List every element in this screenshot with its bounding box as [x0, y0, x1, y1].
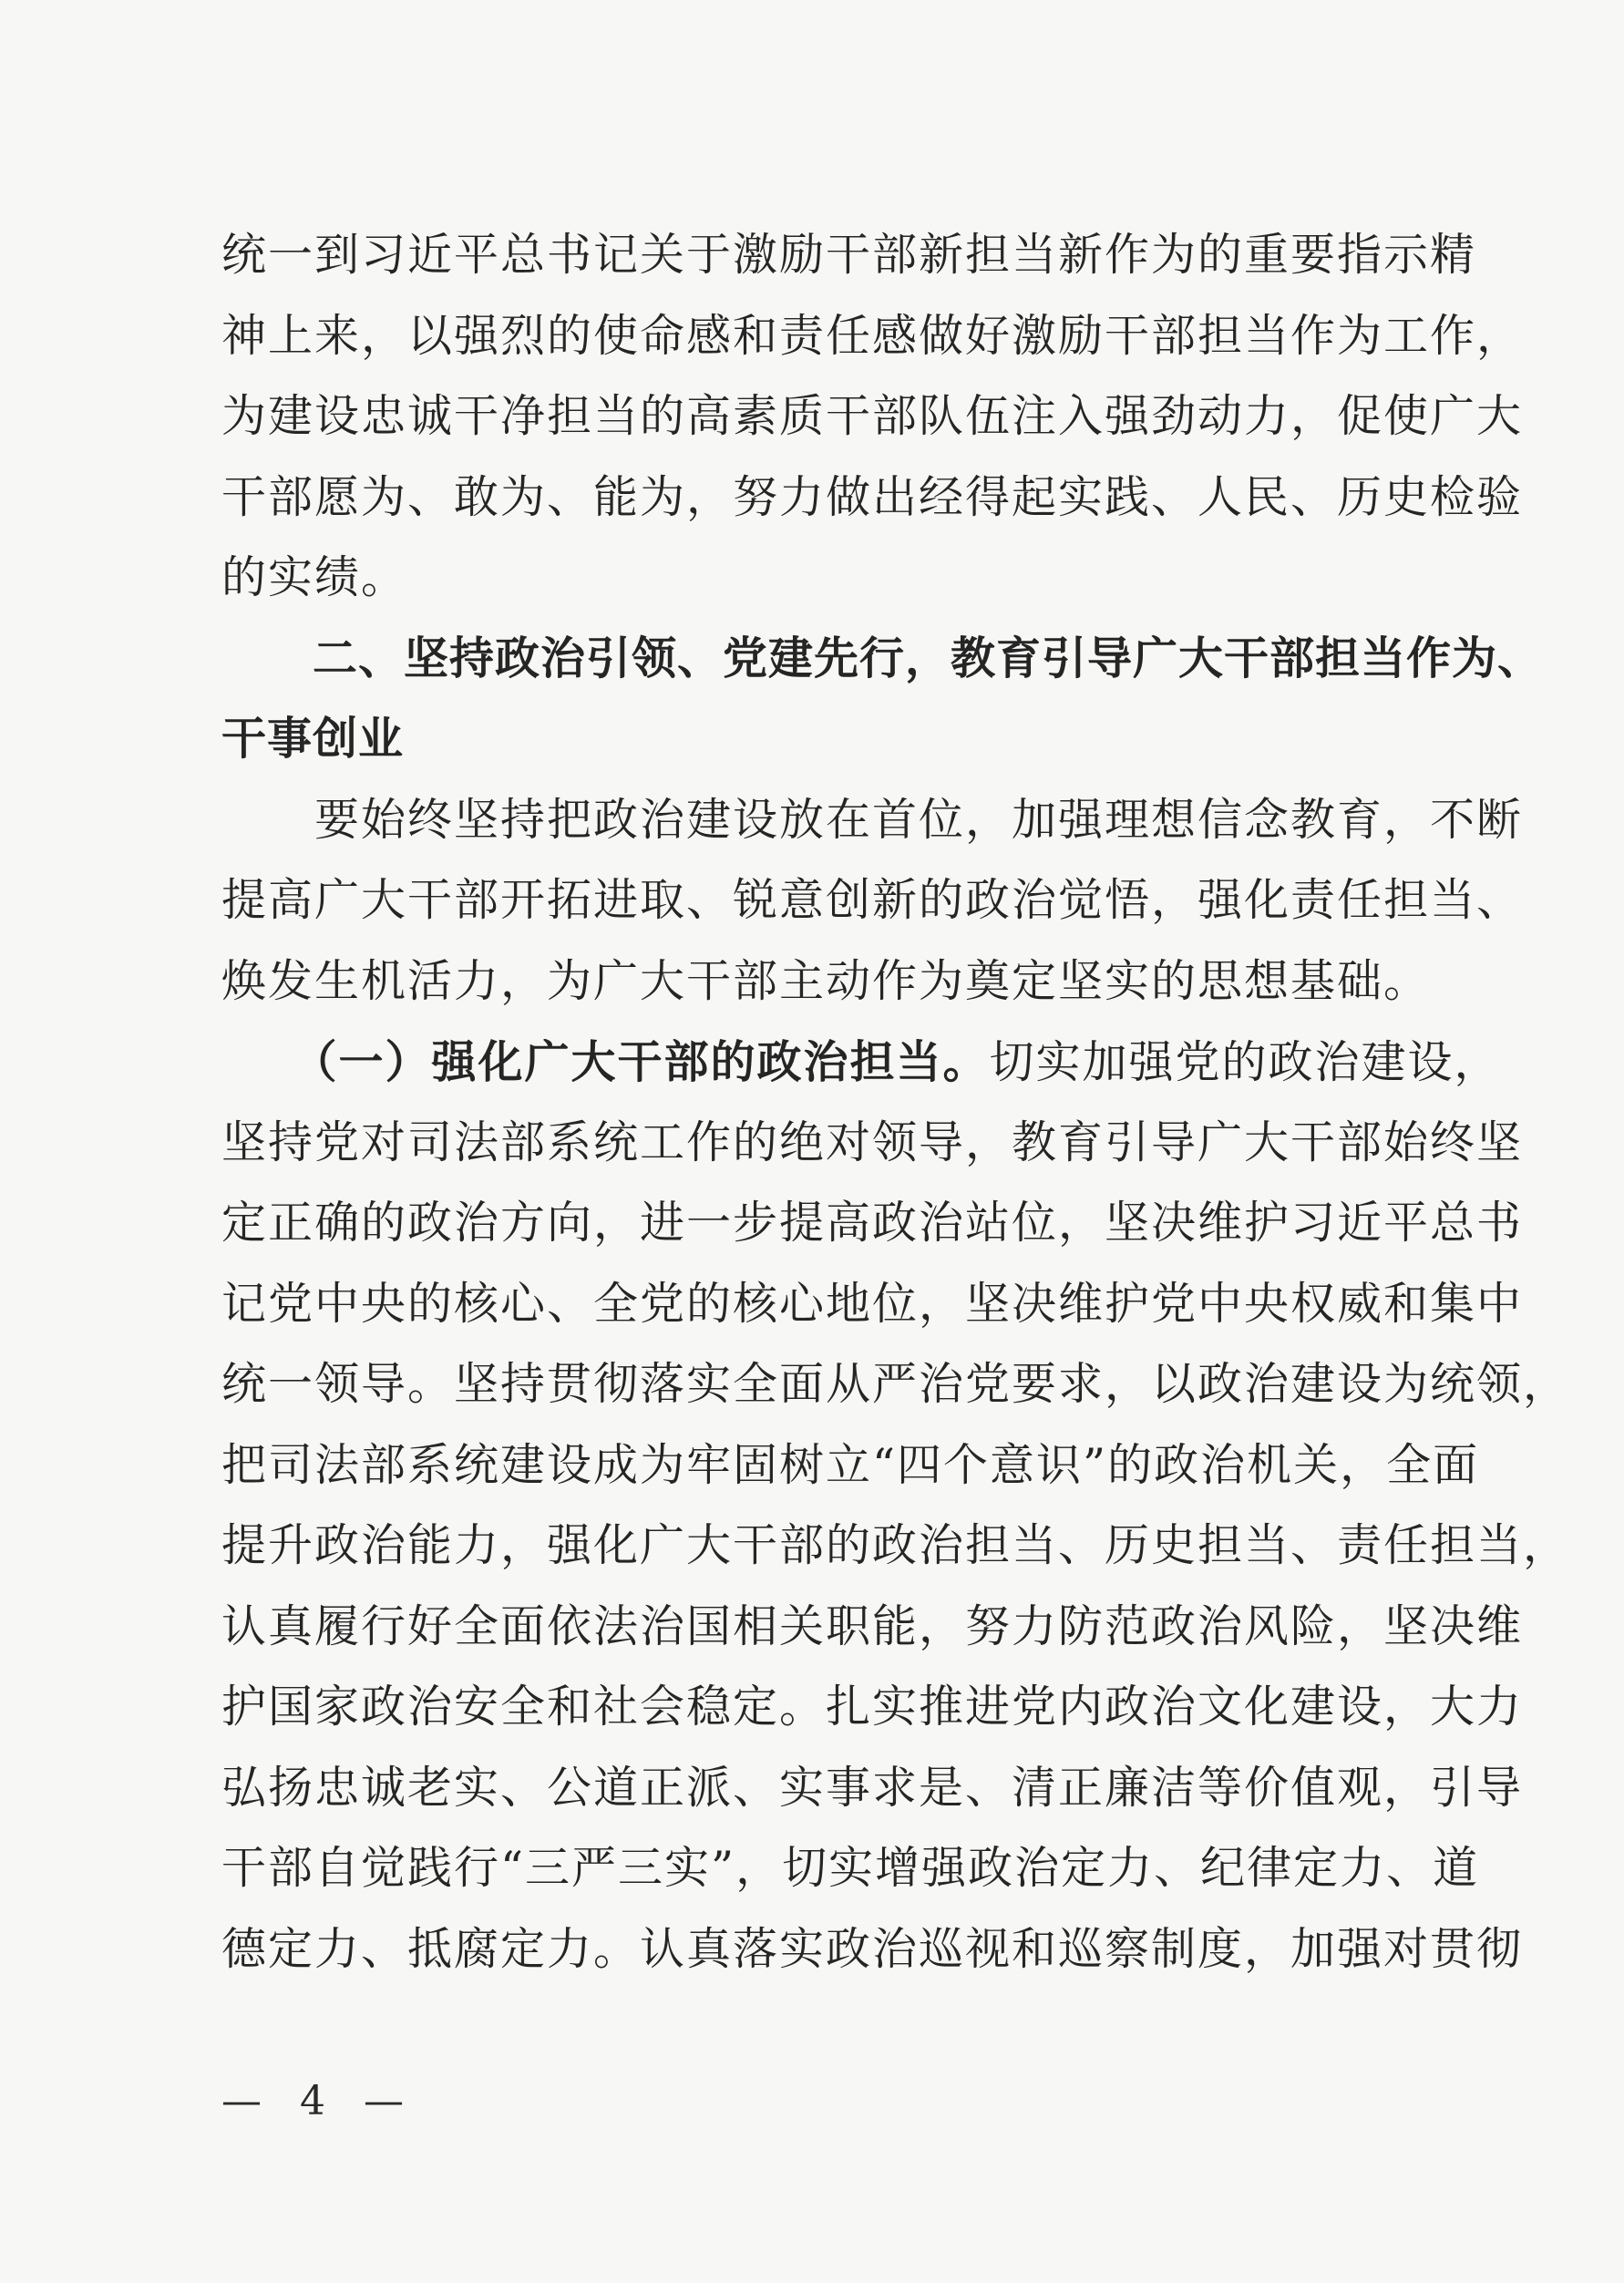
text-line: 神上来，以强烈的使命感和责任感做好激励干部担当作为工作，: [221, 309, 1524, 362]
text-line: 干部自觉践行“三严三实”，切实增强政治定力、纪律定力、道: [221, 1842, 1480, 1894]
text-line: 定正确的政治方向，进一步提高政治站位，坚决维护习近平总书: [221, 1197, 1524, 1249]
text-line: 弘扬忠诚老实、公道正派、实事求是、清正廉洁等价值观，引导: [221, 1761, 1524, 1814]
text-line: 要始终坚持把政治建设放在首位，加强理想信念教育，不断: [221, 793, 1524, 846]
section-heading: 干事创业: [221, 713, 405, 765]
text-line: 德定力、抵腐定力。认真落实政治巡视和巡察制度，加强对贯彻: [221, 1922, 1524, 1975]
section-heading: 二、坚持政治引领、党建先行，教育引导广大干部担当作为、: [221, 632, 1544, 684]
text-line: 为建设忠诚干净担当的高素质干部队伍注入强劲动力，促使广大: [221, 390, 1524, 442]
text-line: 提高广大干部开拓进取、锐意创新的政治觉悟，强化责任担当、: [221, 874, 1524, 926]
text-run: 切实加强党的政治建设，: [989, 1036, 1501, 1088]
text-line: 坚持党对司法部系统工作的绝对领导，教育引导广大干部始终坚: [221, 1116, 1524, 1168]
text-line: 的实绩。: [221, 551, 408, 603]
text-line: 护国家政治安全和社会稳定。扎实推进党内政治文化建设，大力: [221, 1681, 1524, 1733]
text-line: 提升政治能力，强化广大干部的政治担当、历史担当、责任担当，: [221, 1519, 1570, 1571]
page-number: — 4 —: [221, 2078, 416, 2124]
text-line: [221, 1022, 1501, 1103]
document-body: [221, 215, 1570, 1990]
text-line: 焕发生机活力，为广大干部主动作为奠定坚实的思想基础。: [221, 954, 1431, 1007]
subsection-heading: （一）强化广大干部的政治担当。: [221, 1035, 990, 1088]
text-line: 干部愿为、敢为、能为，努力做出经得起实践、人民、历史检验: [221, 470, 1524, 523]
text-line: 认真履行好全面依法治国相关职能，努力防范政治风险，坚决维: [221, 1599, 1524, 1652]
text-line: 统一领导。坚持贯彻落实全面从严治党要求，以政治建设为统领，: [221, 1358, 1570, 1410]
text-line: 统一到习近平总书记关于激励干部新担当新作为的重要指示精: [221, 229, 1477, 281]
text-line: 把司法部系统建设成为牢固树立“四个意识”的政治机关，全面: [221, 1438, 1480, 1491]
text-line: 记党中央的核心、全党的核心地位，坚决维护党中央权威和集中: [221, 1277, 1524, 1330]
